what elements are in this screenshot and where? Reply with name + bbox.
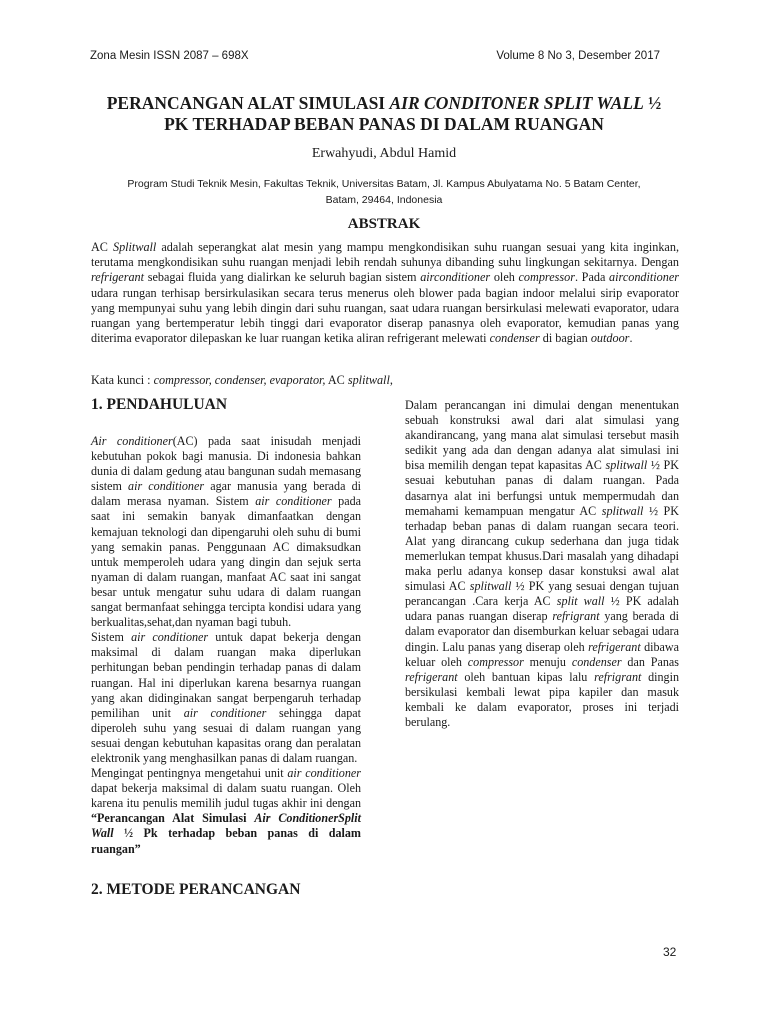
intro-paragraph: Air conditioner(AC) pada saat inisudah menjadi kebutuhan pokok bagi manusia. Di indonesia bahkan dunia di dalam gedung atau bangunan sudah memasang sistem air conditioner agar manusia yang berada di dalam merasa nyaman. Sistem air conditioner pada saat ini semakin banyak dimanfaatkan dengan kemajuan teknologi dan dipengaruhi oleh suhu di bumi yang semakin panas. Penggunaan AC dimaksudkan untuk memperoleh udara yang dingin dan sejuk serta nyaman di dalam ruangan, manfaat AC saat ini sangat besar untuk mengatur suhu udara di dalam ruangan sangat bermanfaat sehingga tercipta kondisi udara yang berkualitas,sehat,dan nyaman bagi tubuh. Sistem air conditioner untuk dapat bekerja dengan maksimal di dalam ruangan maka diperlukan perhitungan beban pendingin terhadap panas di dalam ruangan. Hal ini diperlukan karena besarnya ruangan yang akan didinginakan sangat berpengaruh terhadap pemilihan unit air conditioner sehingga dapat diperoleh suhu yang sesuai di dalam ruangan yang sesuai dengan kebutuhan kapasitas orang dan peralatan elektronik yang menghasilkan panas di dalam ruangan. Mengingat pentingnya mengetahui unit air conditioner dapat bekerja maksimal di dalam suatu ruangan. Oleh karena itu penulis memilih judul tugas akhir ini dengan “Perancangan Alat Simulasi Air ConditionerSplit Wall ½ Pk terhadap beban panas di dalam ruangan” [91,434,361,856]
keywords: Kata kunci : compressor, condenser, evaporator, AC splitwall, [91,373,393,387]
abstract-text: AC Splitwall adalah seperangkat alat mesin yang mampu mengkondisikan suhu ruangan sesuai yang kita inginkan, terutama mengkondisikan suhu ruangan menjadi lebih rendah suhunya dibanding suhu lingkungan sekitarnya. Dengan refrigerant sebagai fluida yang dialirkan ke seluruh bagian sistem airconditioner oleh compressor. Pada airconditioner udara rungan terhisap bersirkulasikan secara terus menerus oleh blower pada bagian indoor melalui sirip evaporator yang mempunyai suhu yang lebih dingin dari suhu ruangan, saat udara ruangan bersirkulasi melewati evaporator, udara ruangan yang bertemperatur lebih tinggi dari evaporator diserap panasnya oleh evaporator, kemudian panas yang diterima evaporator dilepaskan ke luar ruangan ketika aliran refrigerant melewati condenser di bagian outdoor. [91,240,680,346]
authors: Erwahyudi, Abdul Hamid [311,146,457,161]
right-column [405,398,679,730]
left-column [91,396,361,899]
section-heading-pendahuluan: 1. PENDAHULUAN [91,396,228,413]
journal-issn: Zona Mesin ISSN 2087 – 698X [90,50,249,62]
affiliation: Program Studi Teknik Mesin, Fakultas Teknik, Universitas Batam, Jl. Kampus Abulyatama No. 5 Batam Center, Batam, 29464, Indonesia [127,178,641,206]
running-header [90,50,660,66]
paper-title: PERANCANGAN ALAT SIMULASI AIR CONDITONER SPLIT WALL ½ PK TERHADAP BEBAN PANAS DI DALAM RUANGAN [106,93,662,134]
method-paragraph: Dalam perancangan ini dimulai dengan menentukan sebuah konstruksi awal dari alat simulasi yang akandirancang, yang mana alat simulasi tersebut masih sedikit yang ada dan dengan adanya alat simulasi ini bisa memilih dengan tepat kapasitas AC splitwall ½ PK sesuai kebutuhan panas di dalam ruangan. Pada dasarnya alat ini berfungsi untuk mempermudah dan memahami kemampuan mengatur AC splitwall ½ PK terhadap beban panas di dalam ruangan secara teori. Alat yang dirancang cukup sederhana dan juga tidak memerlukan tempat khusus.Dari masalah yang dihadapi maka perlu adanya konsep dasar konstuksi awal alat simulasi AC splitwall ½ PK yang sesuai dengan tujuan perancangan .Cara kerja AC split wall ½ PK adalah udara panas ruangan diserap refrigrant yang berada di dalam evaporator dan disemburkan keluar sebagai udara dingin. Lalu panas yang diserap oleh refrigerant dibawa keluar oleh compressor menuju condenser dan Panas refrigerant oleh bantuan kipas lalu refrigrant dingin bersikulasi kembali lewat pipa kapiler dan masuk kembali ke dalam evaporator, proses ini terjadi berulang. [405,398,680,729]
section-heading-metode: 2. METODE PERANCANGAN [91,880,301,898]
volume-info: Volume 8 No 3, Desember 2017 [496,50,660,62]
abstract-heading: ABSTRAK [347,216,421,232]
page-number: 32 [663,945,677,959]
